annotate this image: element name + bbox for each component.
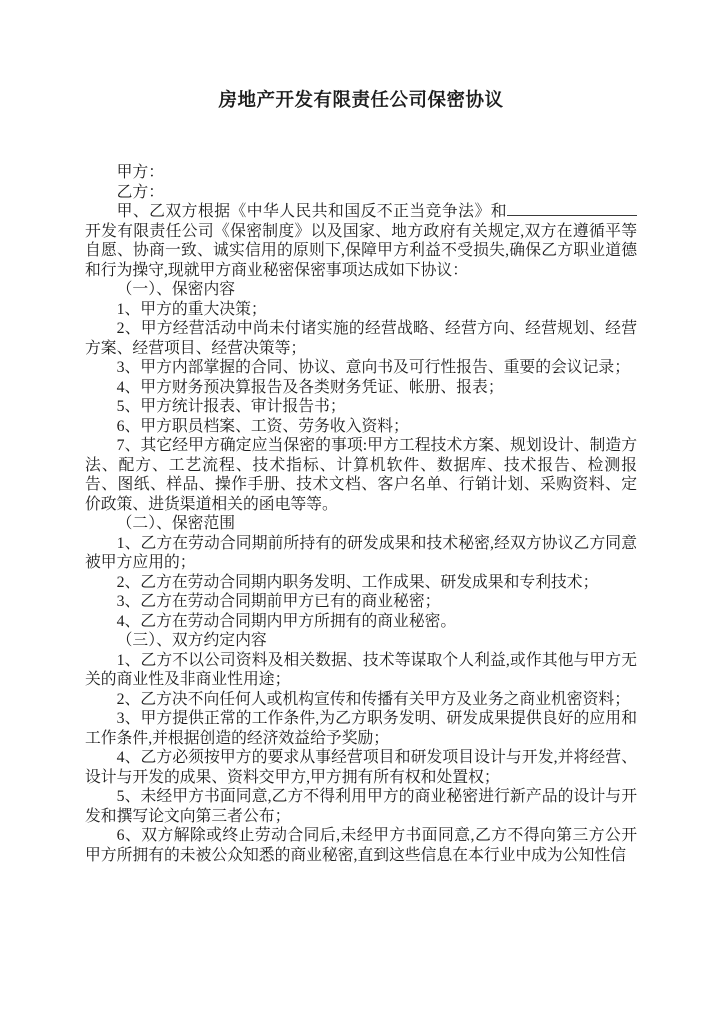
party-a-label: 甲方： — [116, 164, 164, 181]
party-b-label: 乙方： — [116, 183, 164, 201]
intro-text-before-blank: 甲、乙双方根据《中华人民共和国反不正当竞争法》和 — [116, 203, 507, 220]
clause-item: 2、乙方在劳动合同期内职务发明、工作成果、研发成果和专利技术； — [116, 573, 599, 591]
clause-item: 5、甲方统计报表、审计报告书； — [116, 398, 346, 415]
clause-item: 1、乙方不以公司资料及相关数据、技术等谋取个人利益,或作其他与甲方无关的商业性及非商业性用途； — [85, 651, 637, 688]
clause-item: 5、未经甲方书面同意,乙方不得利用甲方的商业秘密进行新产品的设计与开发和撰写论文向第三者公布； — [85, 788, 637, 825]
section-heading: （一）、保密内容 — [116, 281, 236, 298]
clause-item: 3、甲方提供正常的工作条件,为乙方职务发明、研发成果提供良好的应用和工作条件,并根据创造的经济效益给予奖励； — [85, 710, 637, 747]
clause-item: 6、双方解除或终止劳动合同后,未经甲方书面同意,乙方不得向第三方公开甲方所拥有的未被公众知悉的商业秘密,直到这些信息在本行业中成为公知性信 — [85, 827, 637, 864]
clause-item: 3、甲方内部掌握的合同、协议、意向书及可行性报告、重要的会议记录； — [116, 359, 630, 376]
clause-item: 2、乙方决不向任何人或机构宣传和传播有关甲方及业务之商业机密资料； — [116, 690, 630, 708]
document-body — [85, 163, 637, 865]
blank-underline — [507, 202, 637, 216]
clause-item: 1、甲方的重大决策； — [116, 300, 267, 318]
intro-paragraph — [85, 202, 637, 280]
intro-text-after-blank: 开发有限责任公司《保密制度》以及国家、地方政府有关规定,双方在遵循平等自愿、协商一致、诚实信用的原则下,保障甲方利益不受损失,确保乙方职业道德和行为操守,现就甲方商业秘密保密事项达成如下协议： — [85, 222, 637, 279]
section-heading: （二）、保密范围 — [116, 515, 236, 532]
clause-item: 6、甲方职员档案、工资、劳务收入资料； — [116, 417, 409, 435]
clause-item: 3、乙方在劳动合同期前甲方已有的商业秘密； — [116, 593, 441, 610]
clause-item: 2、甲方经营活动中尚未付诸实施的经营战略、经营方向、经营规划、经营方案、经营项目、经营决策等； — [85, 320, 637, 357]
document-title: 房地产开发有限责任公司保密协议 — [218, 91, 504, 111]
clause-item: 4、甲方财务预决算报告及各类财务凭证、帐册、报表； — [116, 378, 504, 396]
section-heading: （三）、双方约定内容 — [116, 632, 267, 649]
clause-item: 1、乙方在劳动合同期前所持有的研发成果和技术秘密,经双方协议乙方同意被甲方应用的； — [85, 534, 637, 571]
clause-item: 4、乙方在劳动合同期内甲方所拥有的商业秘密。 — [116, 612, 457, 630]
party-block — [85, 163, 637, 202]
clause-item: 4、乙方必须按甲方的要求从事经营项目和研发项目设计与开发,并将经营、设计与开发的成果、资料交甲方,甲方拥有所有权和处置权； — [85, 749, 637, 786]
clause-item: 7、其它经甲方确定应当保密的事项:甲方工程技术方案、规划设计、制造方法、配方、工艺流程、技术指标、计算机软件、数据库、技术报告、检测报告、图纸、样品、操作手册、技术文档、客户名单、行销计划、采购资料、定价政策、进货渠道相关的函电等等。 — [85, 437, 637, 513]
